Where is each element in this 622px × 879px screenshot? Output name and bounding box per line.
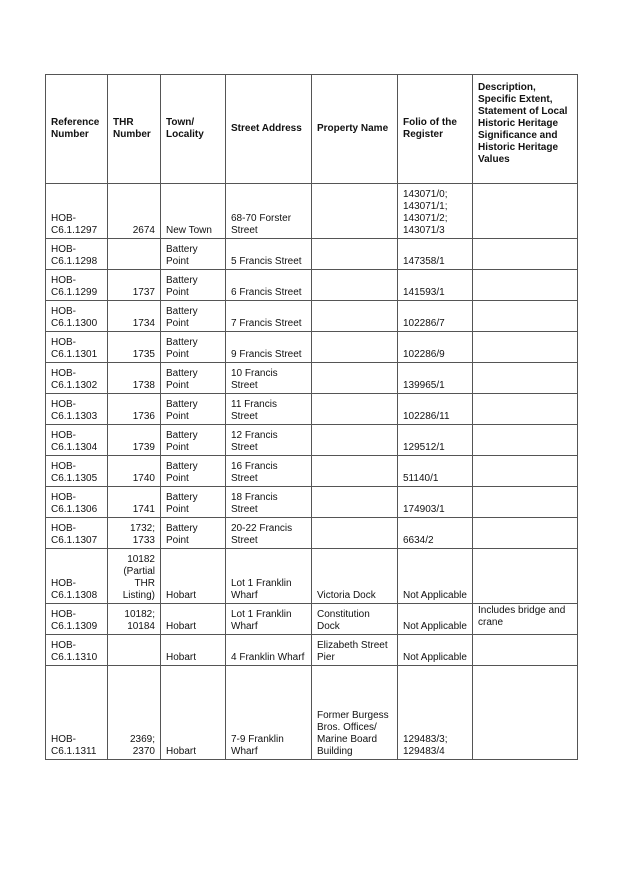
- description-cell: [473, 635, 578, 666]
- town-cell: Hobart: [161, 666, 226, 760]
- reference-cell: HOB-C6.1.1297: [46, 184, 108, 239]
- property-name-cell: Former Burgess Bros. Offices/ Marine Board Building: [312, 666, 398, 760]
- thr-number-cell: 1741: [108, 487, 161, 518]
- property-name-cell: [312, 394, 398, 425]
- header-row: [46, 75, 578, 184]
- table-row: [46, 549, 578, 604]
- thr-number-cell: 1737: [108, 270, 161, 301]
- property-name-cell: [312, 425, 398, 456]
- property-name-cell: [312, 301, 398, 332]
- street-address-cell: 20-22 Francis Street: [226, 518, 312, 549]
- folio-cell: Not Applicable: [398, 635, 473, 666]
- table-row: [46, 239, 578, 270]
- thr-number-cell: 10182; 10184: [108, 604, 161, 635]
- thr-number-cell: [108, 635, 161, 666]
- folio-cell: 141593/1: [398, 270, 473, 301]
- table-row: [46, 456, 578, 487]
- folio-cell: Not Applicable: [398, 549, 473, 604]
- property-name-cell: [312, 332, 398, 363]
- town-cell: Battery Point: [161, 239, 226, 270]
- description-cell: [473, 456, 578, 487]
- town-cell: Battery Point: [161, 487, 226, 518]
- folio-cell: 143071/0; 143071/1; 143071/2; 143071/3: [398, 184, 473, 239]
- table-row: [46, 332, 578, 363]
- street-address-cell: 5 Francis Street: [226, 239, 312, 270]
- header-town-locality: Town/ Locality: [161, 75, 226, 184]
- town-cell: New Town: [161, 184, 226, 239]
- description-cell: [473, 270, 578, 301]
- property-name-cell: Victoria Dock: [312, 549, 398, 604]
- description-cell: [473, 487, 578, 518]
- property-name-cell: [312, 363, 398, 394]
- reference-cell: HOB-C6.1.1308: [46, 549, 108, 604]
- street-address-cell: 18 Francis Street: [226, 487, 312, 518]
- description-cell: [473, 425, 578, 456]
- description-cell: [473, 549, 578, 604]
- reference-cell: HOB-C6.1.1309: [46, 604, 108, 635]
- street-address-cell: 11 Francis Street: [226, 394, 312, 425]
- town-cell: Battery Point: [161, 363, 226, 394]
- street-address-cell: 12 Francis Street: [226, 425, 312, 456]
- table-row: [46, 487, 578, 518]
- table-row: [46, 301, 578, 332]
- thr-number-cell: 1739: [108, 425, 161, 456]
- street-address-cell: 68-70 Forster Street: [226, 184, 312, 239]
- table-row: [46, 666, 578, 760]
- reference-cell: HOB-C6.1.1299: [46, 270, 108, 301]
- description-cell: [473, 301, 578, 332]
- header-property-name: Property Name: [312, 75, 398, 184]
- folio-cell: 139965/1: [398, 363, 473, 394]
- street-address-cell: 4 Franklin Wharf: [226, 635, 312, 666]
- town-cell: Hobart: [161, 604, 226, 635]
- folio-cell: 102286/11: [398, 394, 473, 425]
- table-row: [46, 184, 578, 239]
- property-name-cell: [312, 270, 398, 301]
- table-row: [46, 270, 578, 301]
- thr-number-cell: 1735: [108, 332, 161, 363]
- street-address-cell: 16 Francis Street: [226, 456, 312, 487]
- thr-number-cell: 1732; 1733: [108, 518, 161, 549]
- reference-cell: HOB-C6.1.1307: [46, 518, 108, 549]
- description-cell: [473, 184, 578, 239]
- reference-cell: HOB-C6.1.1304: [46, 425, 108, 456]
- reference-cell: HOB-C6.1.1310: [46, 635, 108, 666]
- reference-cell: HOB-C6.1.1306: [46, 487, 108, 518]
- town-cell: Battery Point: [161, 394, 226, 425]
- folio-cell: 129512/1: [398, 425, 473, 456]
- town-cell: Battery Point: [161, 456, 226, 487]
- town-cell: Hobart: [161, 549, 226, 604]
- town-cell: Battery Point: [161, 270, 226, 301]
- property-name-cell: [312, 239, 398, 270]
- reference-cell: HOB-C6.1.1300: [46, 301, 108, 332]
- header-street-address: Street Address: [226, 75, 312, 184]
- table-row: [46, 425, 578, 456]
- property-name-cell: [312, 487, 398, 518]
- property-name-cell: [312, 518, 398, 549]
- reference-cell: HOB-C6.1.1298: [46, 239, 108, 270]
- folio-cell: 129483/3; 129483/4: [398, 666, 473, 760]
- description-cell: [473, 394, 578, 425]
- town-cell: Battery Point: [161, 301, 226, 332]
- thr-number-cell: 1738: [108, 363, 161, 394]
- thr-number-cell: 1736: [108, 394, 161, 425]
- street-address-cell: 6 Francis Street: [226, 270, 312, 301]
- thr-number-cell: 2674: [108, 184, 161, 239]
- street-address-cell: 9 Francis Street: [226, 332, 312, 363]
- table-row: [46, 394, 578, 425]
- folio-cell: 174903/1: [398, 487, 473, 518]
- street-address-cell: 10 Francis Street: [226, 363, 312, 394]
- folio-cell: 102286/9: [398, 332, 473, 363]
- town-cell: Battery Point: [161, 425, 226, 456]
- thr-number-cell: 1740: [108, 456, 161, 487]
- reference-cell: HOB-C6.1.1305: [46, 456, 108, 487]
- description-cell: [473, 332, 578, 363]
- description-cell: [473, 518, 578, 549]
- description-cell: Includes bridge and crane: [473, 604, 578, 635]
- street-address-cell: 7-9 Franklin Wharf: [226, 666, 312, 760]
- street-address-cell: 7 Francis Street: [226, 301, 312, 332]
- property-name-cell: [312, 184, 398, 239]
- town-cell: Battery Point: [161, 518, 226, 549]
- folio-cell: Not Applicable: [398, 604, 473, 635]
- street-address-cell: Lot 1 Franklin Wharf: [226, 604, 312, 635]
- description-cell: [473, 363, 578, 394]
- reference-cell: HOB-C6.1.1301: [46, 332, 108, 363]
- street-address-cell: Lot 1 Franklin Wharf: [226, 549, 312, 604]
- folio-cell: 6634/2: [398, 518, 473, 549]
- reference-cell: HOB-C6.1.1302: [46, 363, 108, 394]
- header-description: Description, Specific Extent, Statement of Local Historic Heritage Significance and Historic Heritage Values: [473, 75, 578, 184]
- folio-cell: 102286/7: [398, 301, 473, 332]
- thr-number-cell: [108, 239, 161, 270]
- description-cell: [473, 239, 578, 270]
- reference-cell: HOB-C6.1.1311: [46, 666, 108, 760]
- town-cell: Hobart: [161, 635, 226, 666]
- thr-number-cell: 1734: [108, 301, 161, 332]
- table-row: [46, 518, 578, 549]
- table-row: [46, 604, 578, 635]
- description-cell: [473, 666, 578, 760]
- property-name-cell: Constitution Dock: [312, 604, 398, 635]
- reference-cell: HOB-C6.1.1303: [46, 394, 108, 425]
- header-folio: Folio of the Register: [398, 75, 473, 184]
- folio-cell: 51140/1: [398, 456, 473, 487]
- header-reference-number: Reference Number: [46, 75, 108, 184]
- header-thr-number: THR Number: [108, 75, 161, 184]
- table-row: [46, 635, 578, 666]
- folio-cell: 147358/1: [398, 239, 473, 270]
- table-row: [46, 363, 578, 394]
- property-name-cell: [312, 456, 398, 487]
- property-name-cell: Elizabeth Street Pier: [312, 635, 398, 666]
- thr-number-cell: 10182 (Partial THR Listing): [108, 549, 161, 604]
- town-cell: Battery Point: [161, 332, 226, 363]
- thr-number-cell: 2369; 2370: [108, 666, 161, 760]
- heritage-register-table: [45, 74, 578, 760]
